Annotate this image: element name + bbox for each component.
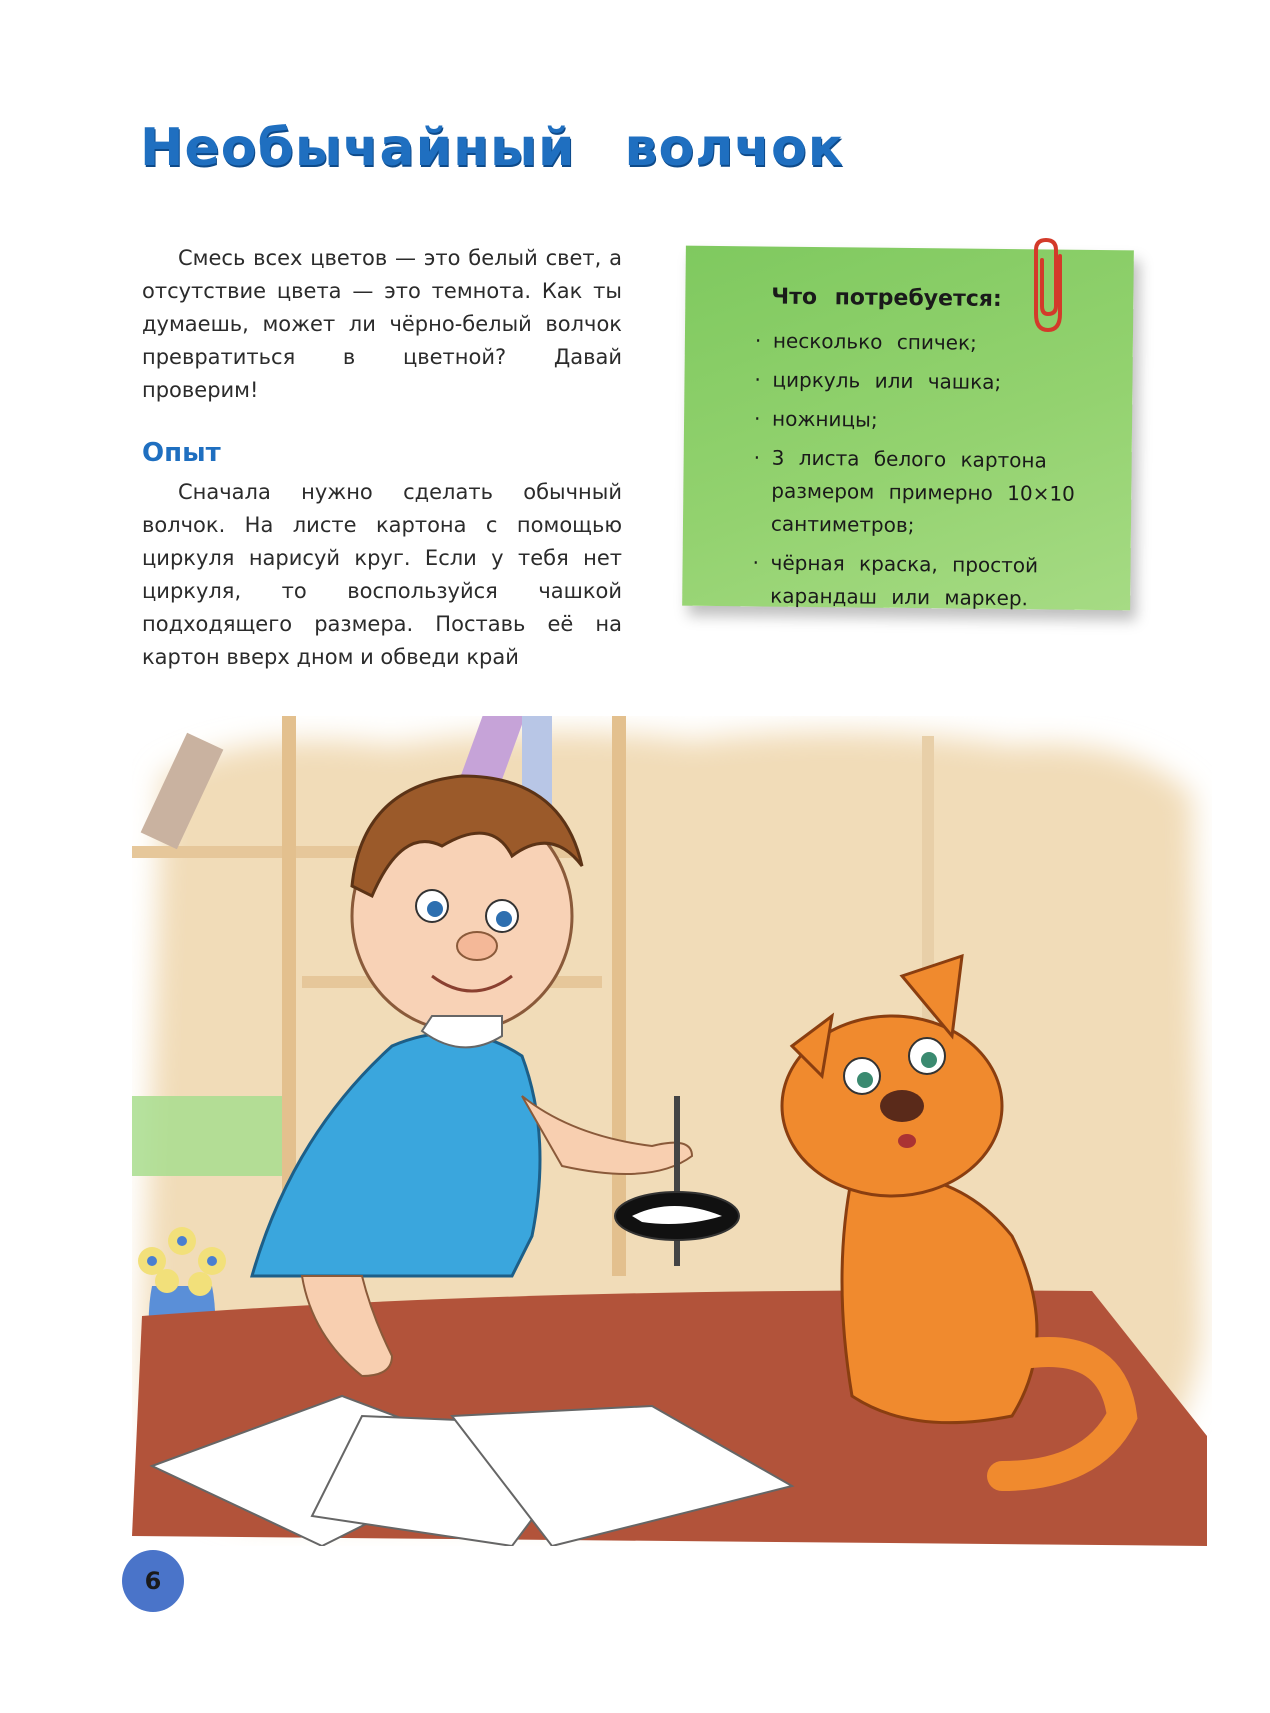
list-item: · ножницы; xyxy=(753,406,878,432)
list-item: · несколько спичек; xyxy=(754,328,977,355)
intro-text: Смесь всех цветов — это белый свет, а отсутствие цвета — это темнота. Как ты думаешь, может ли чёрно-белый волчок превратиться в цветной? Давай проверим! xyxy=(142,246,622,402)
experiment-paragraph xyxy=(142,476,622,674)
page-title: Необычайный волчок xyxy=(140,118,844,178)
list-item: · чёрная краска, простой карандаш или маркер. xyxy=(752,550,1039,611)
experiment-text: Сначала нужно сделать обычный волчок. На листе картона с помощью циркуля нарисуй круг. Если у тебя нет циркуля, то воспользуйся чашкой подходящего размера. Поставь её на картон вверх дном и обведи край xyxy=(142,480,622,669)
materials-note xyxy=(684,248,1160,642)
intro-paragraph xyxy=(142,242,622,407)
list-item: · циркуль или чашка; xyxy=(754,367,1002,394)
illustration-boy-with-cat xyxy=(132,716,1212,1546)
section-heading: Опыт xyxy=(142,438,221,468)
paperclip-icon xyxy=(1032,236,1072,336)
materials-list xyxy=(752,324,1105,622)
materials-title: Что потребуется: xyxy=(771,284,1002,312)
page-number-badge: 6 xyxy=(122,1550,184,1612)
list-item: · 3 листа белого картона размером примерно 10×10 сантиметров; xyxy=(753,445,1075,538)
